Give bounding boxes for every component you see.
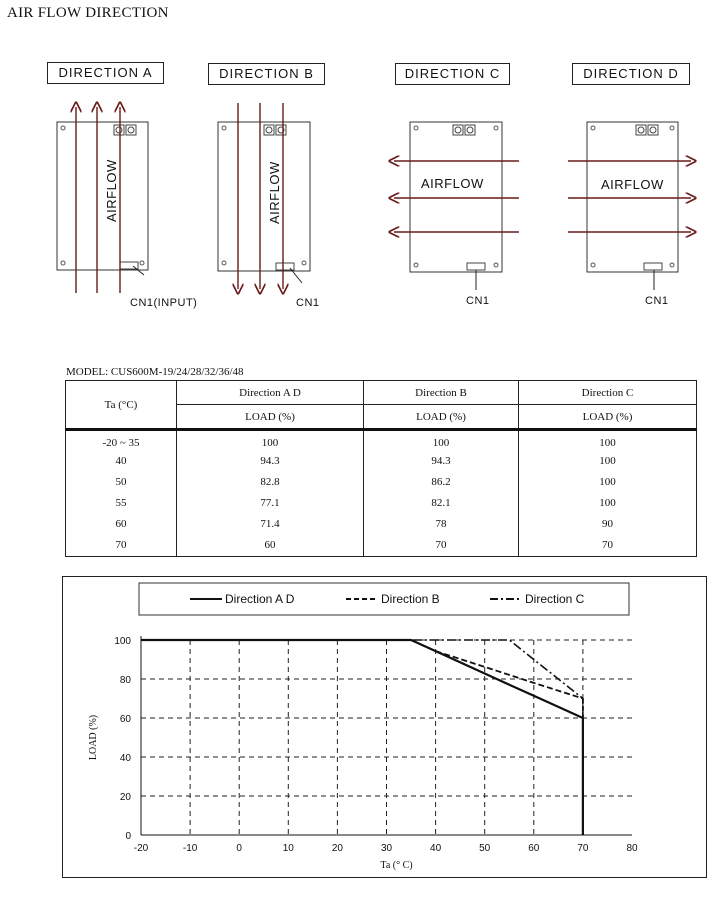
cell-ta: 55 bbox=[66, 493, 177, 514]
col-sub-b: LOAD (%) bbox=[364, 405, 519, 430]
cell-load: 60 bbox=[177, 535, 364, 557]
cell-ta: 40 bbox=[66, 451, 177, 472]
table-row bbox=[66, 535, 697, 557]
cell-load: 94.3 bbox=[364, 451, 519, 472]
derating-chart-svg bbox=[63, 577, 706, 877]
board-c-drawing bbox=[385, 110, 525, 295]
cell-load: 71.4 bbox=[177, 514, 364, 535]
table-row bbox=[66, 451, 697, 472]
cell-load: 82.1 bbox=[364, 493, 519, 514]
y-axis-label: LOAD (%) bbox=[88, 714, 99, 761]
legend-entry: Direction B bbox=[381, 592, 440, 606]
y-tick-label: 40 bbox=[119, 753, 131, 764]
cell-load: 86.2 bbox=[364, 472, 519, 493]
direction-c-label: DIRECTION C bbox=[395, 63, 510, 85]
connector-label-b: CN1 bbox=[296, 297, 320, 309]
airflow-label-d: AIRFLOW bbox=[601, 177, 664, 192]
board-d-drawing bbox=[560, 110, 700, 295]
x-tick-label: 50 bbox=[479, 843, 491, 854]
ta-header: Ta (°C) bbox=[66, 381, 177, 430]
load-table bbox=[65, 380, 697, 557]
x-tick-label: 20 bbox=[331, 843, 343, 854]
connector-label-c: CN1 bbox=[466, 295, 490, 307]
x-axis-label: Ta (° C) bbox=[380, 860, 413, 871]
legend-entry: Direction C bbox=[525, 592, 585, 606]
y-tick-label: 100 bbox=[114, 636, 131, 647]
series-line bbox=[141, 640, 583, 835]
page-title: AIR FLOW DIRECTION bbox=[7, 5, 169, 21]
y-tick-label: 20 bbox=[119, 792, 131, 803]
cell-load: 70 bbox=[519, 535, 697, 557]
col-header-c: Direction C bbox=[519, 381, 697, 405]
derating-chart bbox=[62, 576, 707, 878]
cell-load: 100 bbox=[519, 493, 697, 514]
cell-load: 78 bbox=[364, 514, 519, 535]
cell-load: 100 bbox=[364, 430, 519, 451]
cell-ta: 50 bbox=[66, 472, 177, 493]
x-tick-label: -20 bbox=[133, 843, 149, 854]
connector-label-d: CN1 bbox=[645, 295, 669, 307]
direction-a-label: DIRECTION A bbox=[47, 62, 164, 84]
table-row bbox=[66, 472, 697, 493]
x-tick-label: 80 bbox=[626, 843, 638, 854]
table-row bbox=[66, 514, 697, 535]
table-row bbox=[66, 430, 697, 451]
connector-label-a: CN1(INPUT) bbox=[130, 297, 198, 309]
cell-load: 100 bbox=[177, 430, 364, 451]
cell-load: 82.8 bbox=[177, 472, 364, 493]
y-tick-label: 0 bbox=[125, 831, 131, 842]
table-row bbox=[66, 493, 697, 514]
direction-b-label: DIRECTION B bbox=[208, 63, 325, 85]
airflow-label-c: AIRFLOW bbox=[421, 176, 484, 191]
x-tick-label: 0 bbox=[236, 843, 242, 854]
legend-entry: Direction A D bbox=[225, 592, 295, 606]
x-tick-label: 70 bbox=[577, 843, 589, 854]
col-header-ad: Direction A D bbox=[177, 381, 364, 405]
cell-load: 77.1 bbox=[177, 493, 364, 514]
cell-ta: 60 bbox=[66, 514, 177, 535]
airflow-label-b: AIRFLOW bbox=[267, 161, 282, 224]
model-label: MODEL: CUS600M-19/24/28/32/36/48 bbox=[66, 366, 244, 378]
x-tick-label: 60 bbox=[528, 843, 540, 854]
x-tick-label: 30 bbox=[380, 843, 393, 854]
x-tick-label: 40 bbox=[430, 843, 442, 854]
col-sub-ad: LOAD (%) bbox=[177, 405, 364, 430]
airflow-label-a: AIRFLOW bbox=[104, 159, 119, 222]
cell-load: 70 bbox=[364, 535, 519, 557]
series-line bbox=[141, 640, 583, 835]
cell-load: 94.3 bbox=[177, 451, 364, 472]
cell-load: 100 bbox=[519, 451, 697, 472]
direction-d-label: DIRECTION D bbox=[572, 63, 690, 85]
cell-ta: -20 ~ 35 bbox=[66, 430, 177, 451]
cell-load: 100 bbox=[519, 472, 697, 493]
cell-ta: 70 bbox=[66, 535, 177, 557]
series-line bbox=[141, 640, 583, 835]
x-tick-label: -10 bbox=[182, 843, 198, 854]
cell-load: 90 bbox=[519, 514, 697, 535]
x-tick-label: 10 bbox=[282, 843, 294, 854]
cell-load: 100 bbox=[519, 430, 697, 451]
board-b-drawing bbox=[200, 95, 370, 310]
col-sub-c: LOAD (%) bbox=[519, 405, 697, 430]
y-tick-label: 60 bbox=[119, 714, 131, 725]
y-tick-label: 80 bbox=[119, 675, 131, 686]
board-a-drawing bbox=[40, 95, 210, 310]
col-header-b: Direction B bbox=[364, 381, 519, 405]
